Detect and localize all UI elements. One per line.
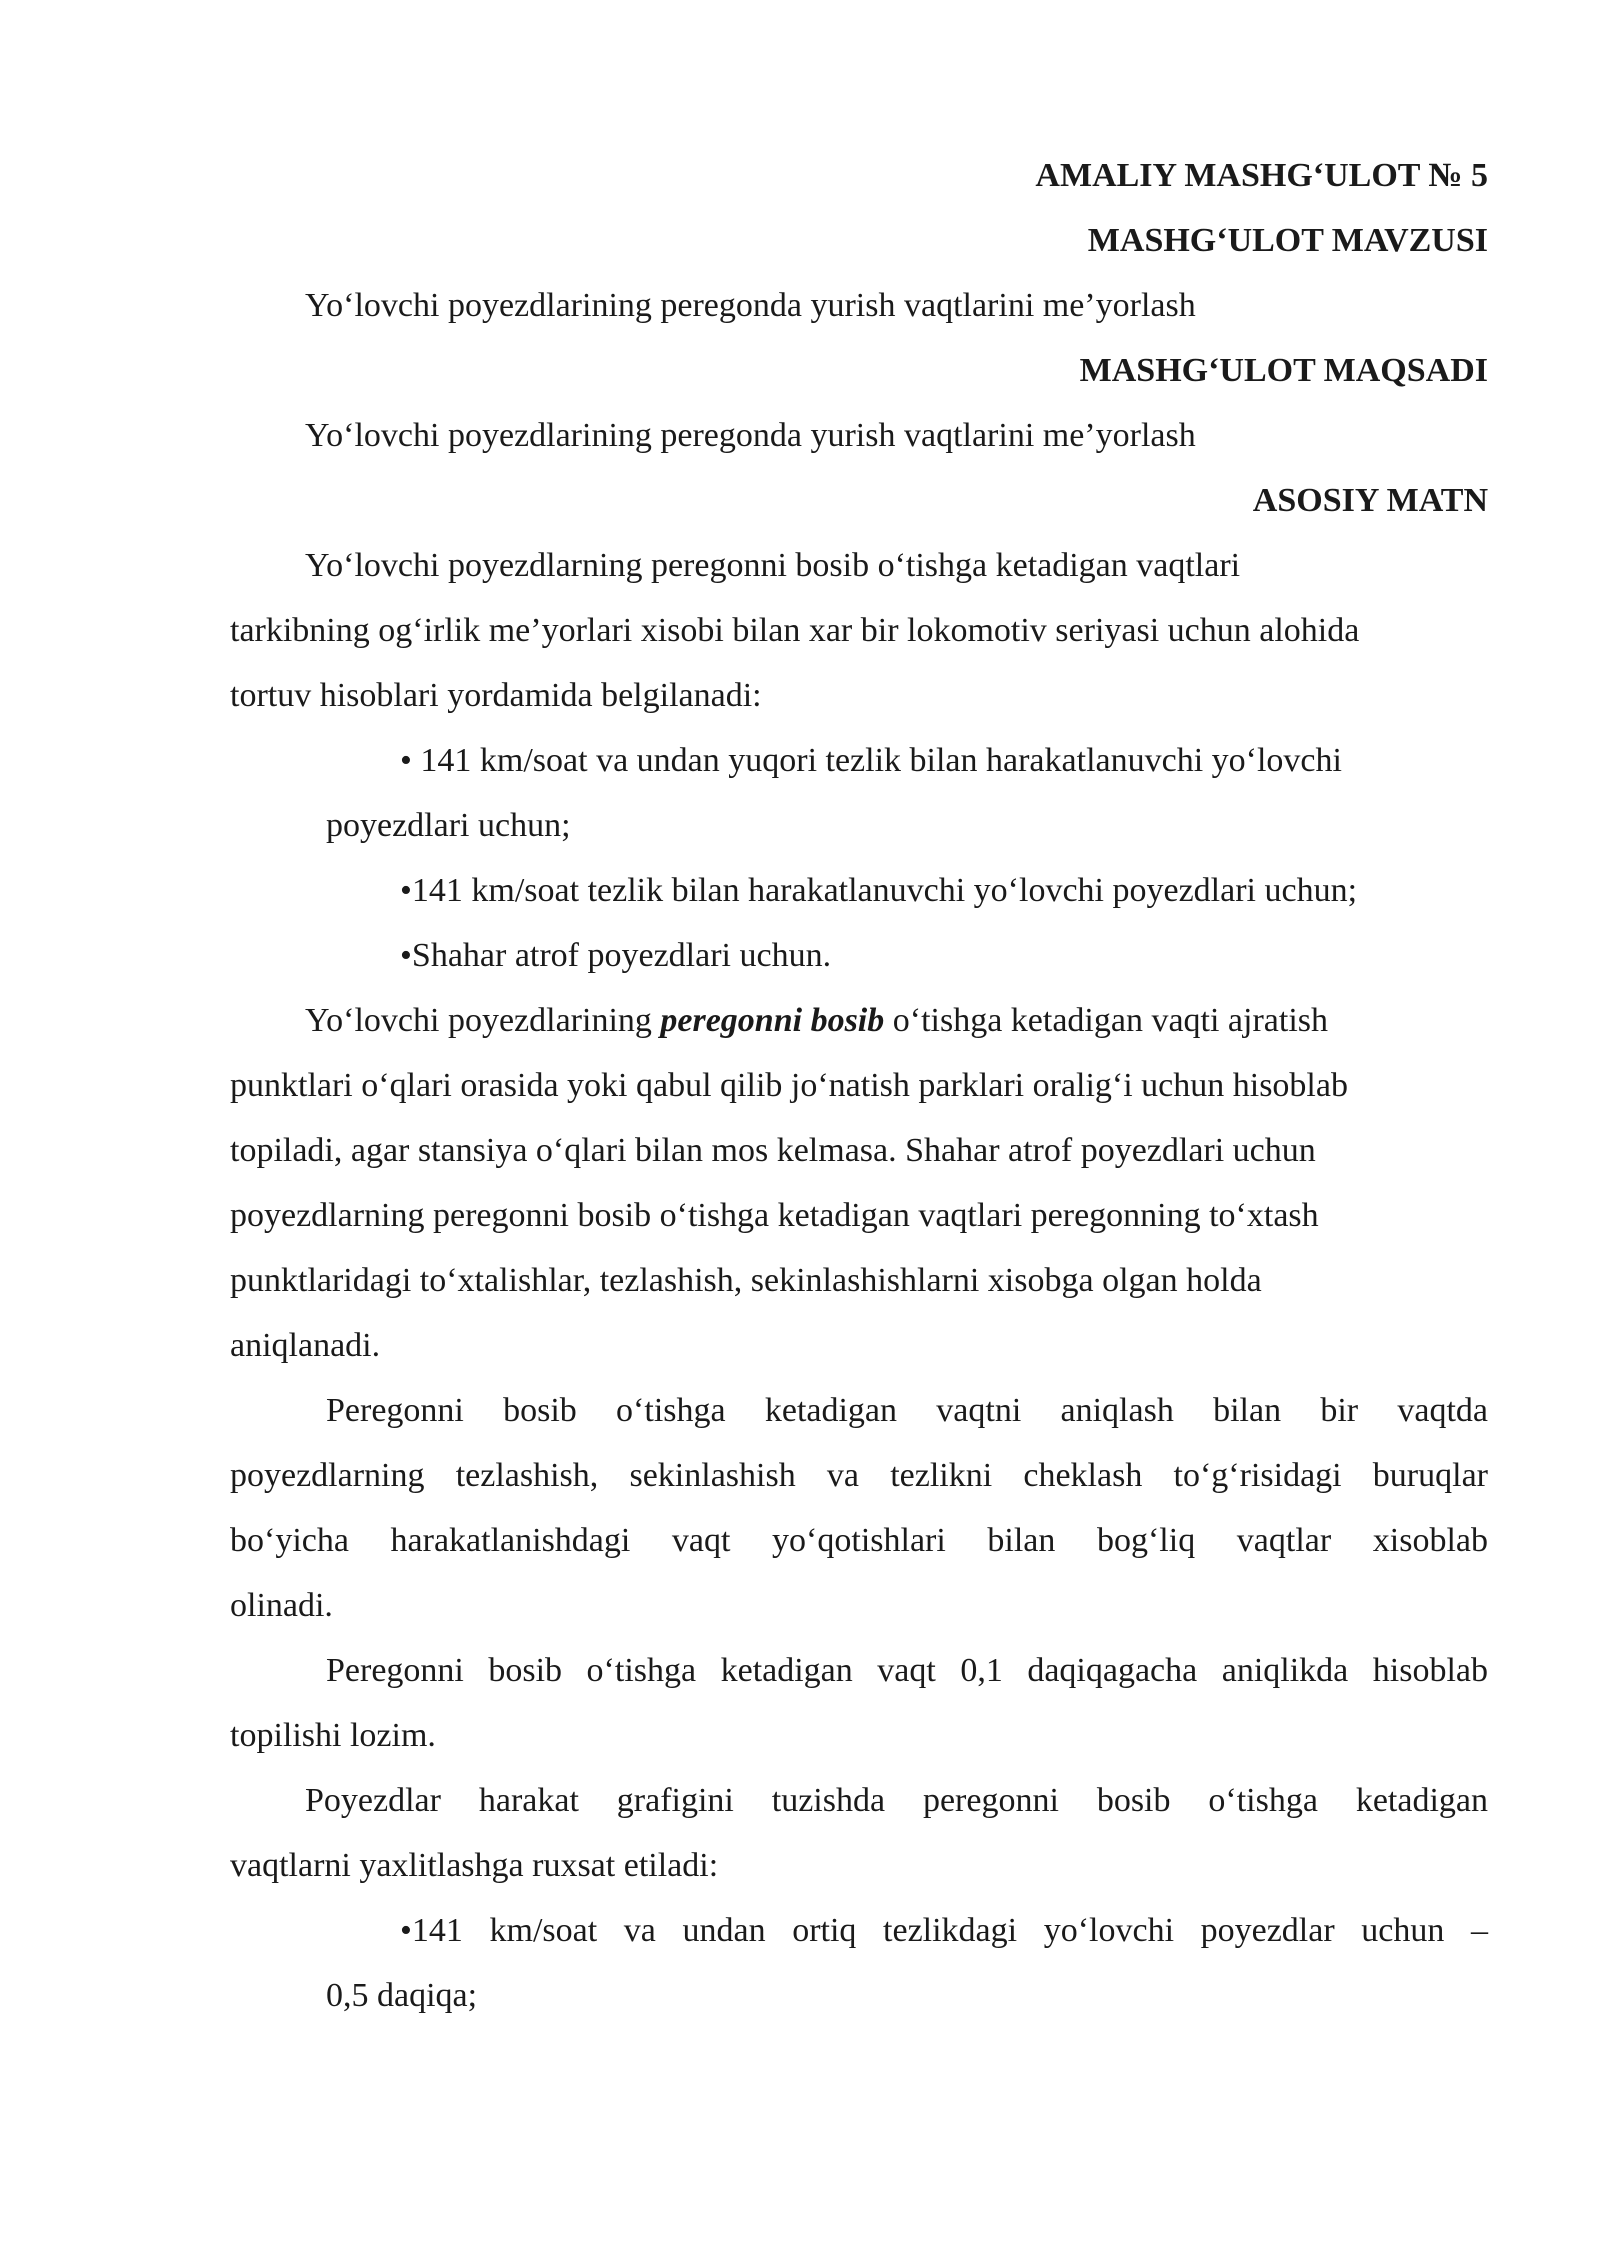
paragraph-line: Peregonni bosib o‘tishga ketadigan vaqt 0,1 daqiqagacha aniqlikda hisoblab	[326, 1652, 1488, 1689]
bullet-icon: •	[400, 742, 412, 779]
paragraph-line: bo‘yicha harakatlanishdagi vaqt yo‘qotishlari bilan bog‘liq vaqtlar xisoblab	[230, 1522, 1488, 1559]
paragraph-line: punktlaridagi to‘xtalishlar, tezlashish, sekinlashishlarni xisobga olgan holda	[230, 1262, 1262, 1299]
paragraph-line: tarkibning og‘irlik me’yorlari xisobi bilan xar bir lokomotiv seriyasi uchun alohida	[230, 612, 1360, 649]
list-item	[400, 741, 1342, 781]
list-item-text: 141 km/soat tezlik bilan harakatlanuvchi yo‘lovchi poyezdlari uchun;	[411, 872, 1358, 909]
bullet-icon: •	[400, 937, 412, 974]
bullet-icon: •	[400, 872, 412, 909]
topic-heading: MASHG‘ULOT MAVZUSI	[1087, 222, 1488, 259]
list-item-continuation: 0,5 daqiqa;	[326, 1977, 478, 2014]
bullet-icon: •	[400, 1912, 412, 1949]
list-item-text: Shahar atrof poyezdlari uchun.	[411, 937, 832, 974]
paragraph-line: aniqlanadi.	[230, 1327, 381, 1364]
paragraph-line: poyezdlarning tezlashish, sekinlashish va tezlikni cheklash to‘g‘risidagi buruqlar	[230, 1457, 1488, 1494]
paragraph-line: punktlari o‘qlari orasida yoki qabul qilib jo‘natish parklari oralig‘i uchun hisoblab	[230, 1067, 1348, 1104]
paragraph-line: Yo‘lovchi poyezdlarning peregonni bosib o‘tishga ketadigan vaqtlari	[305, 547, 1241, 584]
text-run: o‘tishga ketadigan vaqti ajratish	[884, 1002, 1329, 1039]
paragraph-line: topiladi, agar stansiya o‘qlari bilan mos kelmasa. Shahar atrof poyezdlari uchun	[230, 1132, 1316, 1169]
list-item-continuation: poyezdlari uchun;	[326, 807, 571, 844]
paragraph-line: olinadi.	[230, 1587, 333, 1624]
list-item-text: 141 km/soat va undan yuqori tezlik bilan harakatlanuvchi yo‘lovchi	[420, 742, 1342, 779]
paragraph-line: tortuv hisoblari yordamida belgilanadi:	[230, 677, 762, 714]
text-run: Yo‘lovchi poyezdlarining	[305, 1002, 661, 1039]
paragraph-line: poyezdlarning peregonni bosib o‘tishga ketadigan vaqtlari peregonning to‘xtash	[230, 1197, 1319, 1234]
list-item	[400, 871, 1357, 911]
paragraph-line	[305, 1001, 1328, 1041]
list-item	[400, 936, 831, 976]
goal-text: Yo‘lovchi poyezdlarining peregonda yurish vaqtlarini me’yorlash	[305, 417, 1196, 454]
topic-text: Yo‘lovchi poyezdlarining peregonda yurish vaqtlarini me’yorlash	[305, 287, 1196, 324]
list-item	[400, 1911, 1488, 1951]
goal-heading: MASHG‘ULOT MAQSADI	[1079, 352, 1488, 389]
paragraph-line: Peregonni bosib o‘tishga ketadigan vaqtni aniqlash bilan bir vaqtda	[326, 1392, 1488, 1429]
main-text-heading: ASOSIY MATN	[1252, 482, 1488, 519]
page-title: AMALIY MASHG‘ULOT № 5	[1035, 157, 1488, 194]
emphasis-text: peregonni bosib	[660, 1002, 885, 1039]
paragraph-line: Poyezdlar harakat grafigini tuzishda peregonni bosib o‘tishga ketadigan	[305, 1782, 1488, 1819]
paragraph-line: vaqtlarni yaxlitlashga ruxsat etiladi:	[230, 1847, 719, 1884]
paragraph-line: topilishi lozim.	[230, 1717, 436, 1754]
list-item-text: 141 km/soat va undan ortiq tezlikdagi yo‘lovchi poyezdlar uchun –	[411, 1912, 1488, 1949]
